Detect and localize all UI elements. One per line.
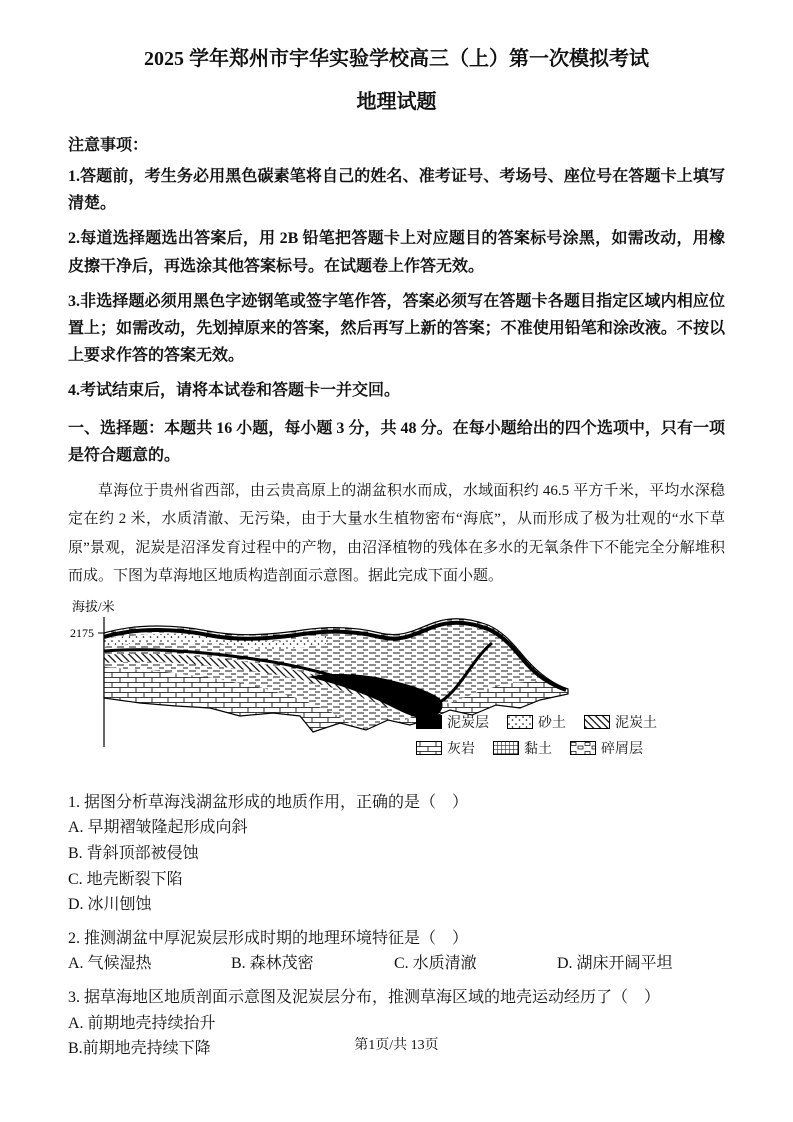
legend-item-peat-layer: [416, 712, 489, 732]
notice-item-4: 4.考试结束后，请将本试卷和答题卡一并交回。: [68, 382, 401, 400]
option-d: D. 湖床开阔平坦: [557, 955, 673, 973]
notice-item-1: 1.答题前，考生务必用黑色碳素笔将自己的姓名、准考证号、考场号、座位号在答题卡上填写清楚。: [68, 168, 725, 213]
option-c: C. 水质清澈: [394, 955, 477, 973]
geology-diagram: [68, 597, 725, 782]
axis-label: 海拔/米: [72, 598, 115, 614]
section-heading: 一、选择题：本题共 16 小题，每小题 3 分，共 48 分。在每小题给出的四个选项中，只有一项是符合题意的。: [68, 419, 725, 464]
legend-item-peat-soil: [584, 712, 657, 732]
notice-item-3: 3.非选择题必须用黑色字迹钢笔或签字笔作答，答案必须写在答题卡各题目指定区域内相应位置上；如需改动，先划掉原来的答案，然后再写上新的答案；不准使用铅笔和涂改液。不按以上要求作答的答案无效。: [68, 292, 725, 365]
legend-item-debris: [570, 738, 643, 758]
legend-item-sand: [507, 712, 566, 732]
legend: [416, 709, 675, 761]
sand-swatch-icon: [507, 715, 533, 729]
question-options: [68, 815, 725, 917]
legend-row-2: [416, 735, 675, 761]
exam-title: 2025 学年郑州市宇华实验学校高三（上）第一次模拟考试: [144, 48, 649, 70]
limestone-swatch-icon: [416, 741, 442, 755]
option-a: A. 早期褶皱隆起形成向斜: [68, 819, 248, 837]
legend-row-1: [416, 709, 675, 735]
question-2: [68, 926, 725, 977]
exam-subtitle: 地理试题: [356, 91, 437, 113]
legend-label: 泥炭土: [615, 715, 657, 731]
question-options: [68, 951, 725, 977]
legend-label: 泥炭层: [447, 715, 489, 731]
notice-heading: 注意事项：: [68, 137, 149, 154]
legend-item-limestone: [416, 738, 475, 758]
question-stem: 3. 据草海地区地质剖面示意图及泥炭层分布，推测草海区域的地壳运动经历了（ ）: [68, 989, 661, 1007]
legend-label: 黏土: [524, 741, 552, 757]
clay-swatch-icon: [493, 741, 519, 755]
option-b: B. 森林茂密: [231, 955, 314, 973]
question-1: [68, 790, 725, 918]
peat-soil-swatch-icon: [584, 715, 610, 729]
option-a: A. 气候湿热: [68, 955, 152, 973]
passage: 草海位于贵州省西部，由云贵高原上的湖盆积水而成，水域面积约 46.5 平方千米，平均水深稳定在约 2 米，水质清澈、无污染，由于大量水生植物密布“海底”，从而形成了极为壮观的“水下草原”景观，泥炭是沼泽发育过程中的产物，由沼泽植物的残体在多水的无氧条件下不能完全分解堆积而成。下图为草海地区地质构造剖面示意图。据此完成下面小题。: [68, 482, 725, 585]
question-stem: 2. 推测湖盆中厚泥炭层形成时期的地理环境特征是（ ）: [68, 929, 469, 947]
option-c: C. 地壳断裂下陷: [68, 870, 183, 888]
debris-swatch-icon: [570, 741, 596, 755]
question-stem: 1. 据图分析草海浅湖盆形成的地质作用，正确的是（ ）: [68, 793, 469, 811]
option-b: B.前期地壳持续下降: [68, 1040, 211, 1058]
page-footer: 第1页/共 13页: [354, 1038, 439, 1053]
notice-item-2: 2.每道选择题选出答案后，用 2B 铅笔把答题卡上对应题目的答案标号涂黑，如需改动，用橡皮擦干净后，再选涂其他答案标号。在试题卷上作答无效。: [68, 230, 725, 275]
option-b: B. 背斜顶部被侵蚀: [68, 845, 199, 863]
option-a: A. 前期地壳持续抬升: [68, 1014, 216, 1032]
legend-label: 碎屑层: [601, 741, 643, 757]
peat-layer-swatch-icon: [416, 715, 442, 729]
option-d: D. 冰川刨蚀: [68, 896, 152, 914]
legend-label: 灰岩: [447, 741, 475, 757]
legend-label: 砂土: [538, 715, 566, 731]
axis-tick: 2175: [70, 625, 94, 640]
legend-item-clay: [493, 738, 552, 758]
